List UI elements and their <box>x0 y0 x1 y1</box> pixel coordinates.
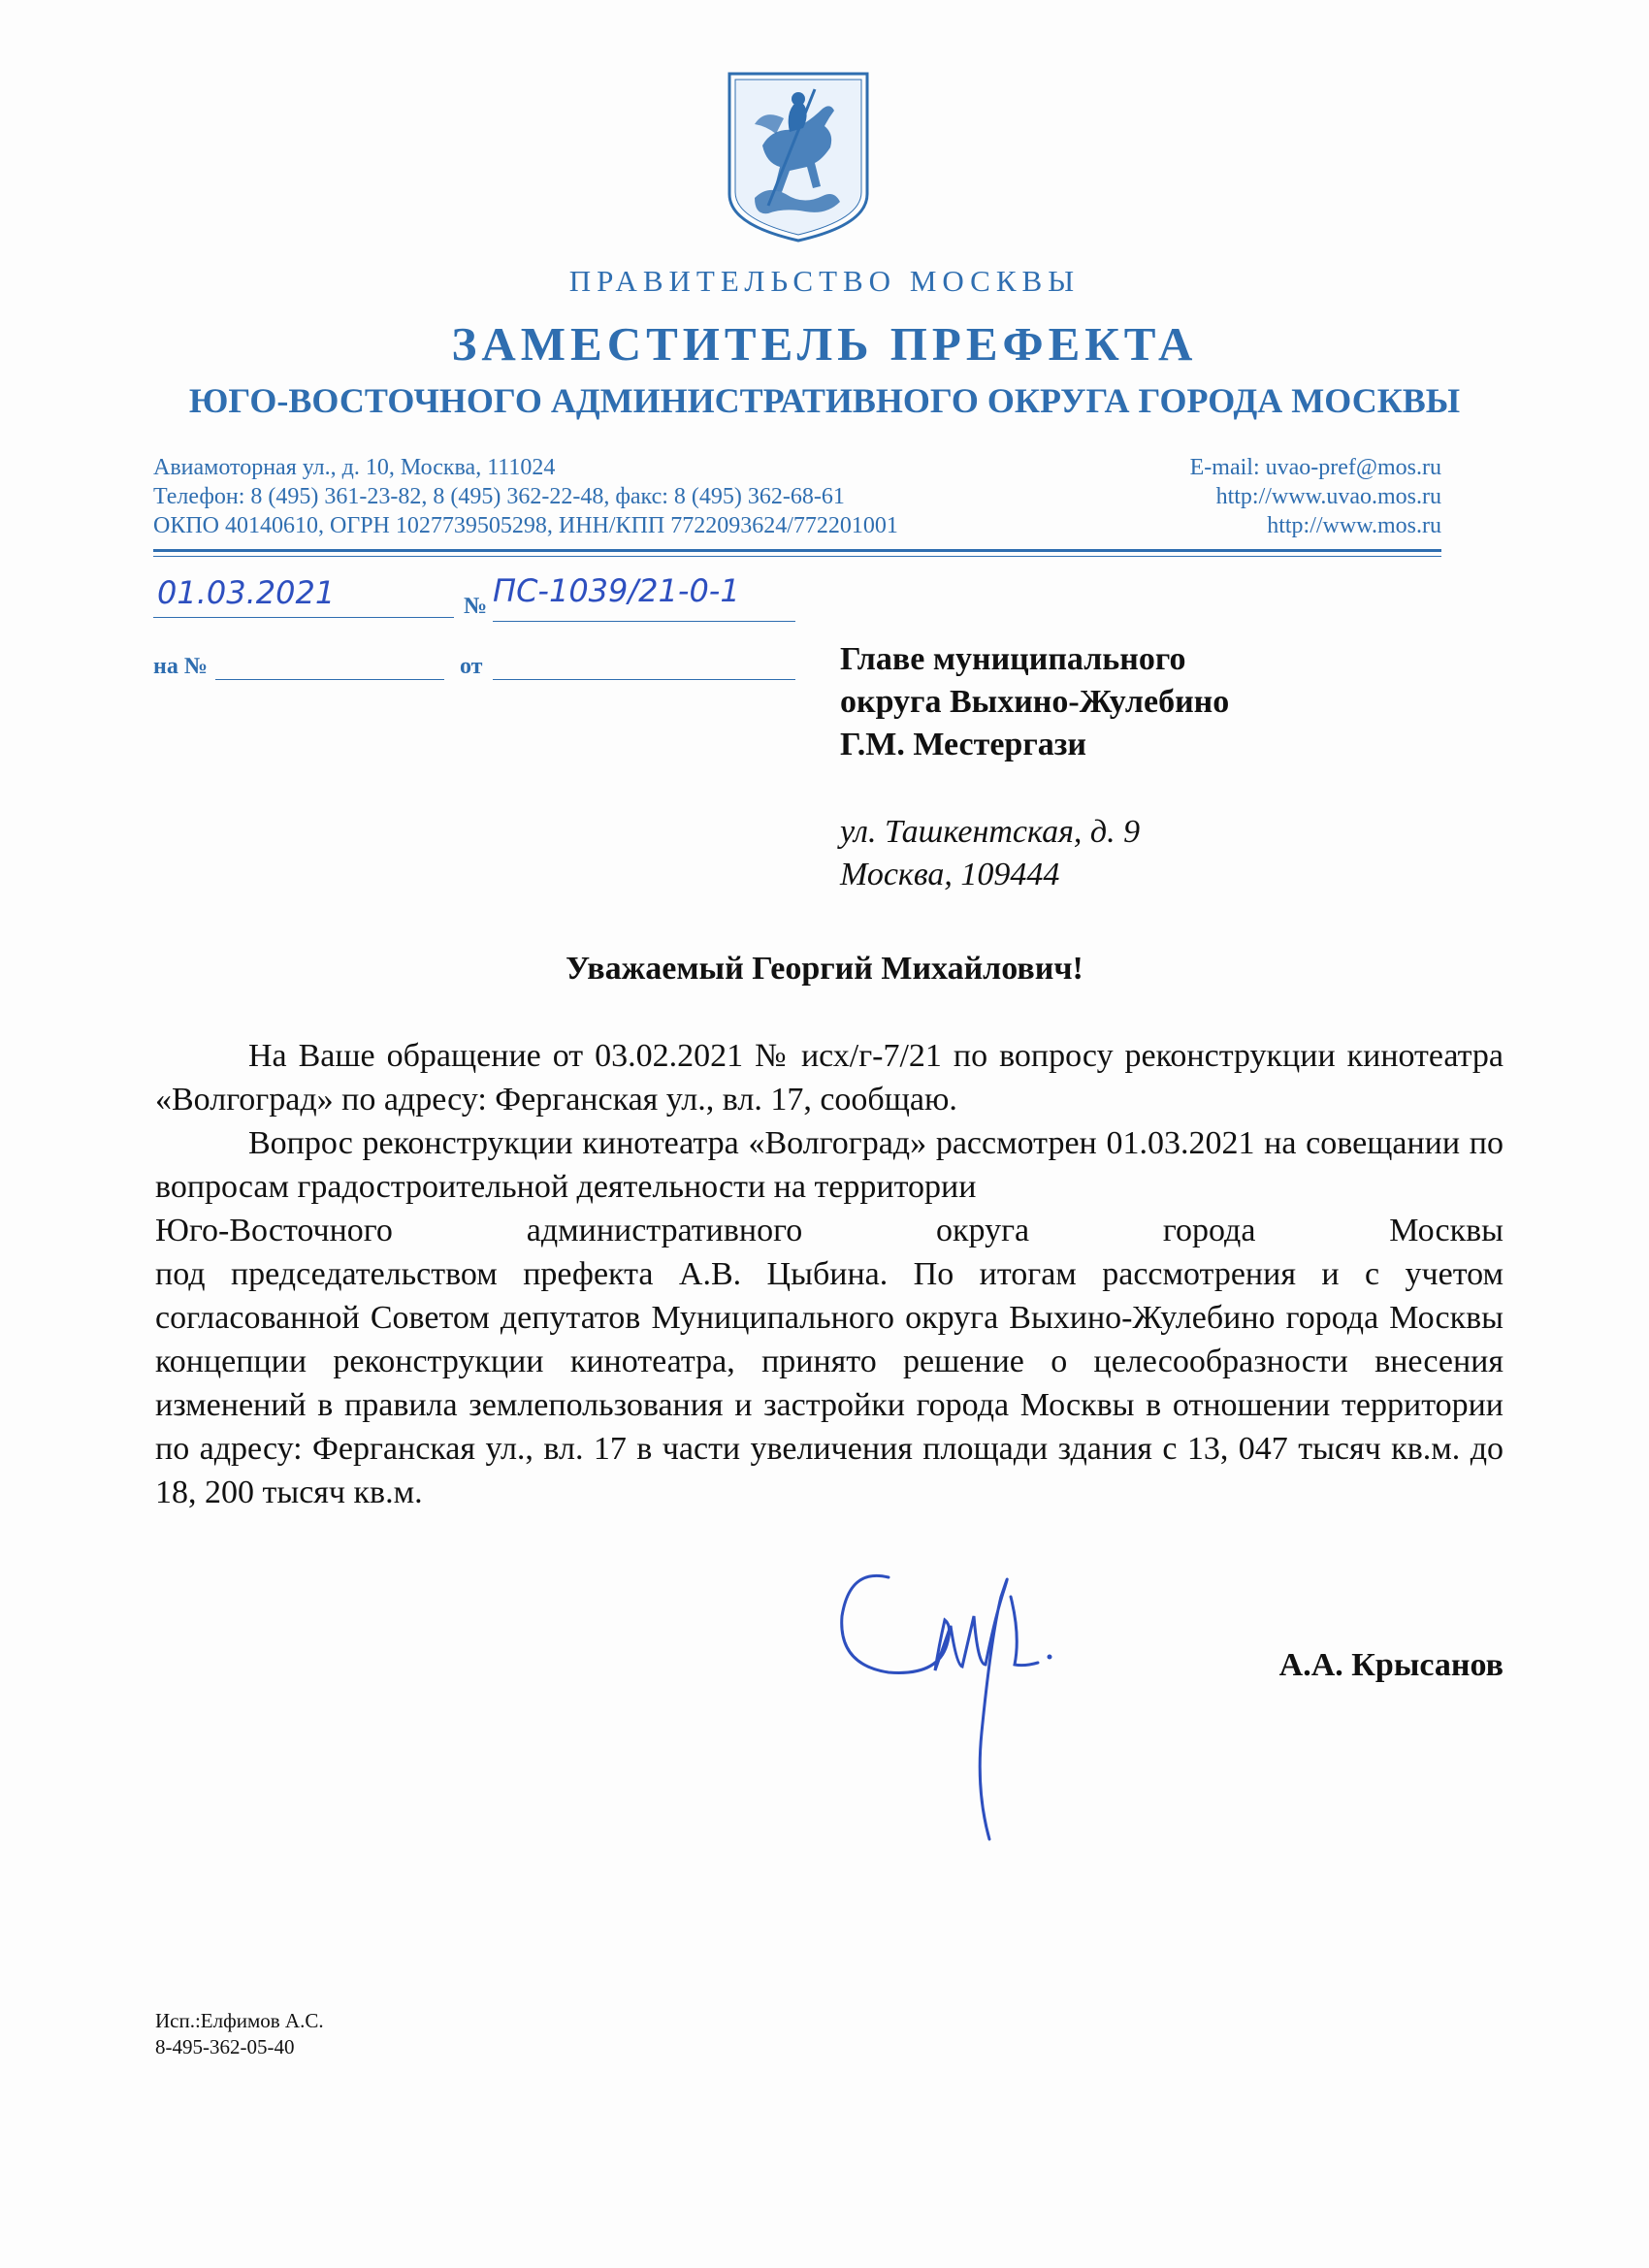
paragraph-1: На Ваше обращение от 03.02.2021 № исх/г-7/21 по вопросу реконструкции кинотеатра «Волгоград» по адресу: Ферганская ул., вл. 17, сообщаю. <box>155 1038 1504 1118</box>
recipient-block <box>840 638 1229 766</box>
office-site-2: http://www.mos.ru <box>1267 513 1441 538</box>
date-line <box>153 617 454 618</box>
letterhead-contacts-right <box>1190 453 1441 540</box>
executor-phone: 8-495-362-05-40 <box>155 2035 295 2058</box>
recipient-line-1: Главе муниципального <box>840 641 1186 677</box>
registration-number: ПС-1039/21-0-1 <box>493 572 740 609</box>
from-line <box>493 679 795 680</box>
executor-block <box>155 2008 324 2060</box>
recipient-city: Москва, 109444 <box>840 857 1060 892</box>
letterhead-rule-thin <box>153 556 1441 557</box>
paragraph-2-part-a: Вопрос реконструкции кинотеатра «Волгоград» рассмотрен 01.03.2021 на совещании по вопросам градостроительной деятельности на территории <box>155 1125 1504 1205</box>
paragraph-2-part-b: Юго-Восточного административного округа города Москвы <box>155 1213 1504 1248</box>
letterhead-contacts-left <box>153 453 898 540</box>
recipient-line-2: округа Выхино-Жулебино <box>840 684 1230 720</box>
number-label: № <box>464 594 488 619</box>
recipient-street: ул. Ташкентская, д. 9 <box>840 814 1141 850</box>
from-label: от <box>460 654 483 679</box>
office-phones: Телефон: 8 (495) 361-23-82, 8 (495) 362-22-48, факс: 8 (495) 362-68-61 <box>153 484 845 509</box>
government-name: ПРАВИТЕЛЬСТВО МОСКВЫ <box>568 264 1081 298</box>
number-line <box>493 621 795 622</box>
paragraph-2 <box>155 1121 1504 1514</box>
office-address: Авиамоторная ул., д. 10, Москва, 111024 <box>153 455 556 480</box>
recipient-address <box>840 811 1140 896</box>
letterhead-title: ЗАМЕСТИТЕЛЬ ПРЕФЕКТА <box>451 317 1198 371</box>
moscow-coat-of-arms-icon <box>726 70 871 244</box>
reference-label: на № <box>153 654 208 679</box>
letterhead-rule <box>153 549 1441 552</box>
registration-date: 01.03.2021 <box>157 574 336 611</box>
signer-name: А.А. Крысанов <box>1278 1647 1504 1683</box>
office-site-1: http://www.uvao.mos.ru <box>1215 484 1441 509</box>
office-registry: ОКПО 40140610, ОГРН 1027739505298, ИНН/КПП 7722093624/772201001 <box>153 513 898 538</box>
greeting: Уважаемый Георгий Михайлович! <box>566 951 1083 987</box>
paragraph-2-part-c: под председательством префекта А.В. Цыбина. По итогам рассмотрения и с учетом согласованной Советом депутатов Муниципального округа Выхино-Жулебино города Москвы концепции реконструкции кинотеатра, принято решение о целесообразности внесения изменений в правила землепользования и застройки города Москвы в отношении территории по адресу: Ферганская ул., вл. 17 в части увеличения площади здания с 13, 047 тысяч кв.м. до 18, 200 тысяч кв.м. <box>155 1256 1504 1510</box>
handwritten-signature-icon <box>830 1558 1063 1849</box>
letterhead-subtitle: ЮГО-ВОСТОЧНОГО АДМИНИСТРАТИВНОГО ОКРУГА ГОРОДА МОСКВЫ <box>188 381 1461 420</box>
recipient-name: Г.М. Местергази <box>840 727 1087 762</box>
executor-name: Исп.:Елфимов А.С. <box>155 2009 324 2032</box>
reference-line <box>215 679 444 680</box>
office-email: E-mail: uvao-pref@mos.ru <box>1189 455 1441 480</box>
